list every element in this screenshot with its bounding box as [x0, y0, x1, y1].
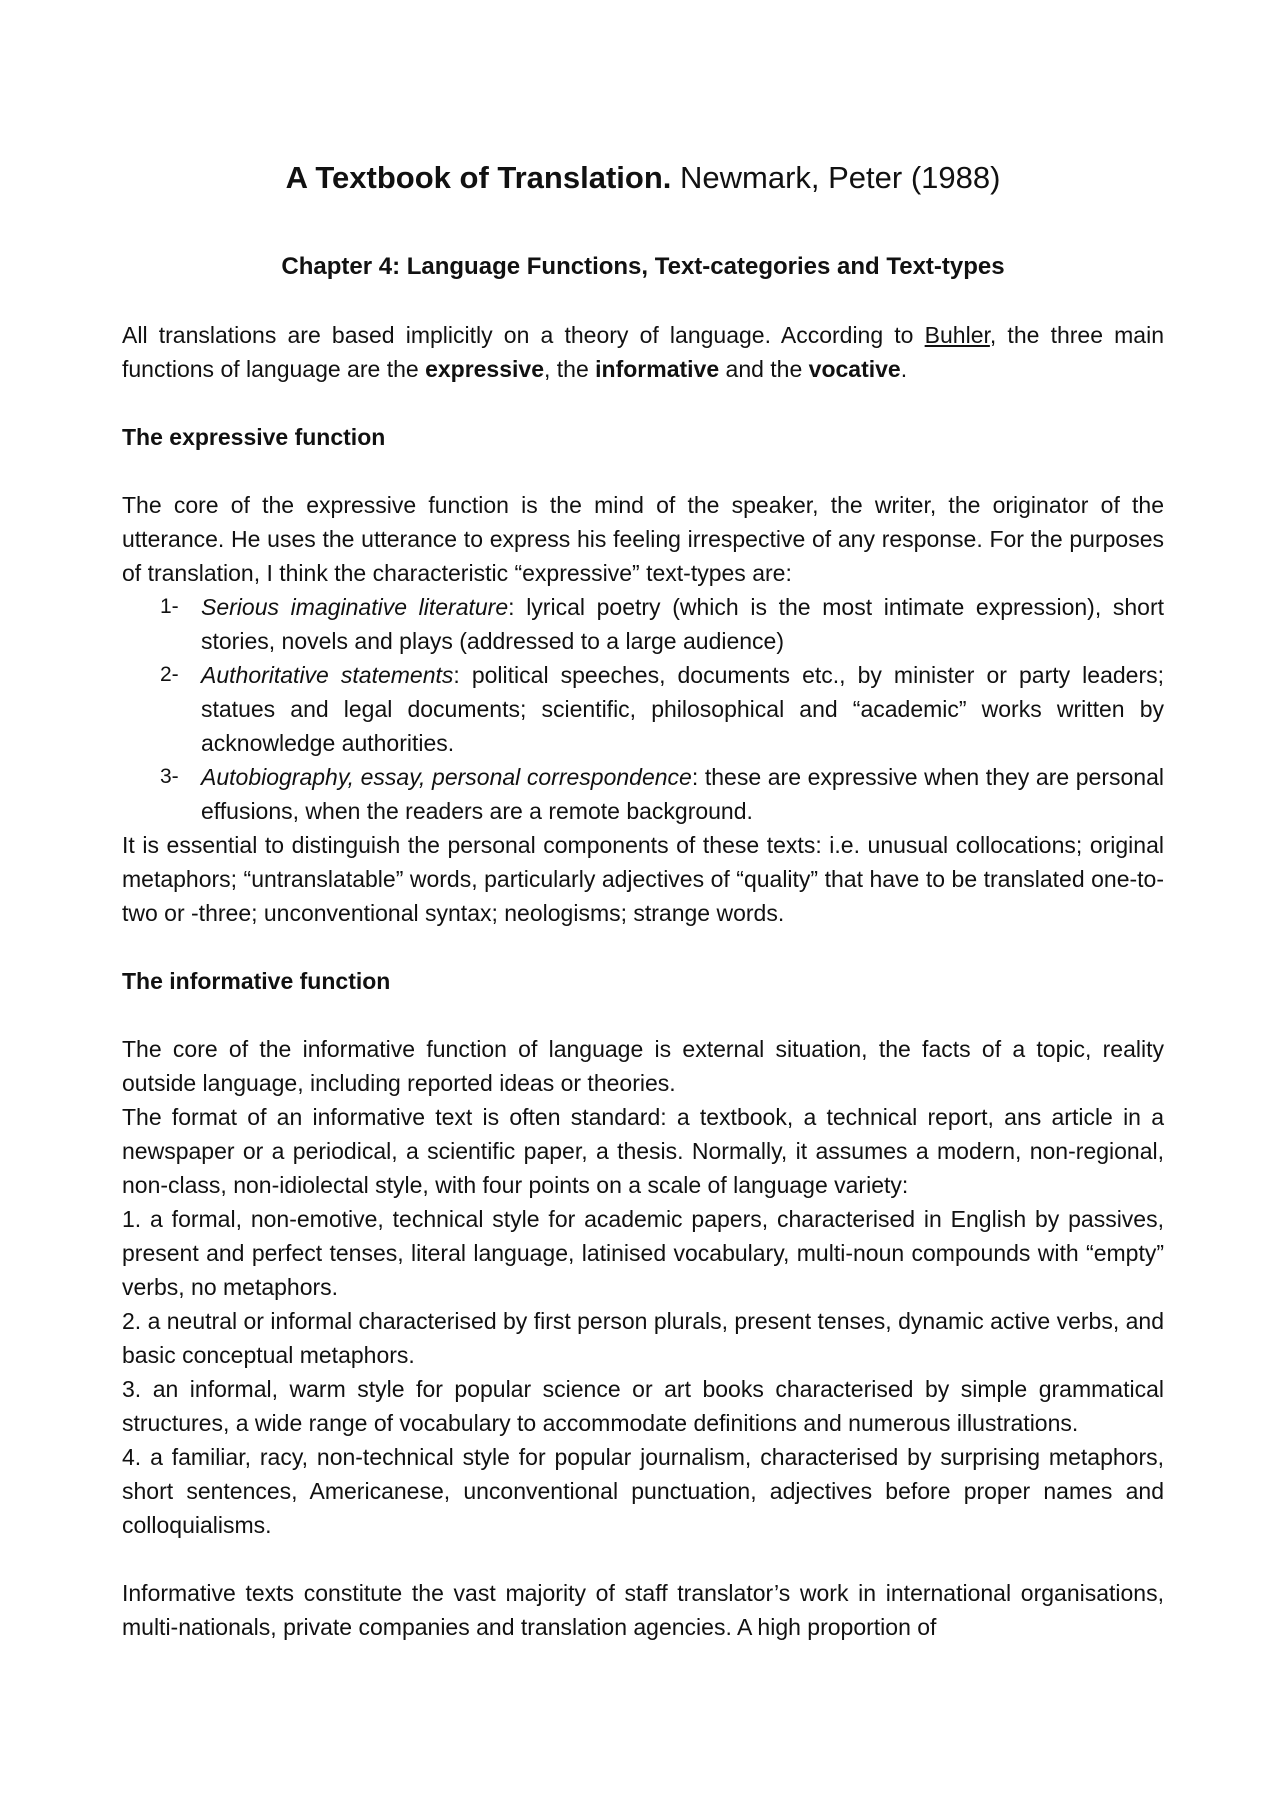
informative-point-2: 2. a neutral or informal characterised by first person plurals, present tenses, dynamic active verbs, and basic conceptual metaphors. [122, 1308, 1164, 1368]
buhler-link[interactable]: Buhler [924, 322, 990, 348]
informative-paragraph-3: Informative texts constitute the vast majority of staff translator’s work in international organisations, multi-nationals, private companies and translation agencies. A high proportion of [122, 1580, 1164, 1640]
list-item [122, 590, 1164, 658]
list-item-number: 1- [160, 595, 179, 618]
intro-paragraph [122, 318, 1164, 386]
list-item-number: 2- [160, 663, 179, 686]
intro-text-1: All translations are based implicitly on a theory of language. According to [122, 322, 925, 348]
intro-text-4: and the [719, 356, 809, 382]
document-title [122, 158, 1164, 198]
expressive-text-types-list [122, 590, 1164, 828]
intro-text-5: . [900, 356, 908, 382]
list-item-term: Authoritative statements [201, 662, 454, 688]
expressive-paragraph-2: It is essential to distinguish the personal components of these texts: i.e. unusual collocations; original metaphors; “untranslatable” words, particularly adjectives of “quality” that have to be translated one-to-two or -three; unconventional syntax; neologisms; strange words. [122, 832, 1164, 926]
term-vocative: vocative [808, 356, 901, 382]
term-informative: informative [595, 356, 720, 382]
list-item-text: : political speeches, documents etc., by minister or party leaders; statues and legal documents; scientific, philosophical and “academic” works written by acknowledge authorities. [201, 662, 1165, 756]
list-item-term: Serious imaginative literature [201, 594, 509, 620]
intro-text-2: , the three main functions of language are the [122, 322, 1165, 382]
list-item-number: 3- [160, 765, 179, 788]
informative-point-3: 3. an informal, warm style for popular science or art books characterised by simple grammatical structures, a wide range of vocabulary to accommodate definitions and numerous illustrations. [122, 1376, 1164, 1436]
section-heading-informative: The informative function [122, 968, 391, 994]
expressive-paragraph-1: The core of the expressive function is the mind of the speaker, the writer, the originator of the utterance. He uses the utterance to express his feeling irrespective of any response. For the purposes of translation, I think the characteristic “expressive” text-types are: [122, 492, 1164, 586]
intro-text-3: , the [544, 356, 596, 382]
list-item-text: : these are expressive when they are personal effusions, when the readers are a remote background. [201, 764, 1164, 824]
term-expressive: expressive [425, 356, 544, 382]
section-heading-expressive: The expressive function [122, 424, 386, 450]
informative-point-1: 1. a formal, non-emotive, technical style for academic papers, characterised in English by passives, present and perfect tenses, literal language, latinised vocabulary, multi-noun compounds with “empty” verbs, no metaphors. [122, 1206, 1164, 1300]
list-item [122, 760, 1164, 828]
chapter-heading: Chapter 4: Language Functions, Text-categories and Text-types [281, 253, 1005, 280]
list-item [122, 658, 1164, 760]
list-item-text: : lyrical poetry (which is the most intimate expression), short stories, novels and plays (addressed to a large audience) [201, 594, 1165, 654]
informative-point-4: 4. a familiar, racy, non-technical style for popular journalism, characterised by surprising metaphors, short sentences, Americanese, unconventional punctuation, adjectives before proper names and colloquialisms. [122, 1444, 1164, 1538]
document-page [122, 150, 1164, 1644]
author-year: Newmark, Peter (1988) [671, 160, 1001, 195]
book-title: A Textbook of Translation. [285, 160, 672, 195]
informative-paragraph-2: The format of an informative text is often standard: a textbook, a technical report, ans article in a newspaper or a periodical, a scientific paper, a thesis. Normally, it assumes a modern, non-regional, non-class, non-idiolectal style, with four points on a scale of language variety: [122, 1104, 1164, 1198]
list-item-term: Autobiography, essay, personal correspondence [201, 764, 692, 790]
informative-paragraph-1: The core of the informative function of language is external situation, the facts of a topic, reality outside language, including reported ideas or theories. [122, 1036, 1164, 1096]
